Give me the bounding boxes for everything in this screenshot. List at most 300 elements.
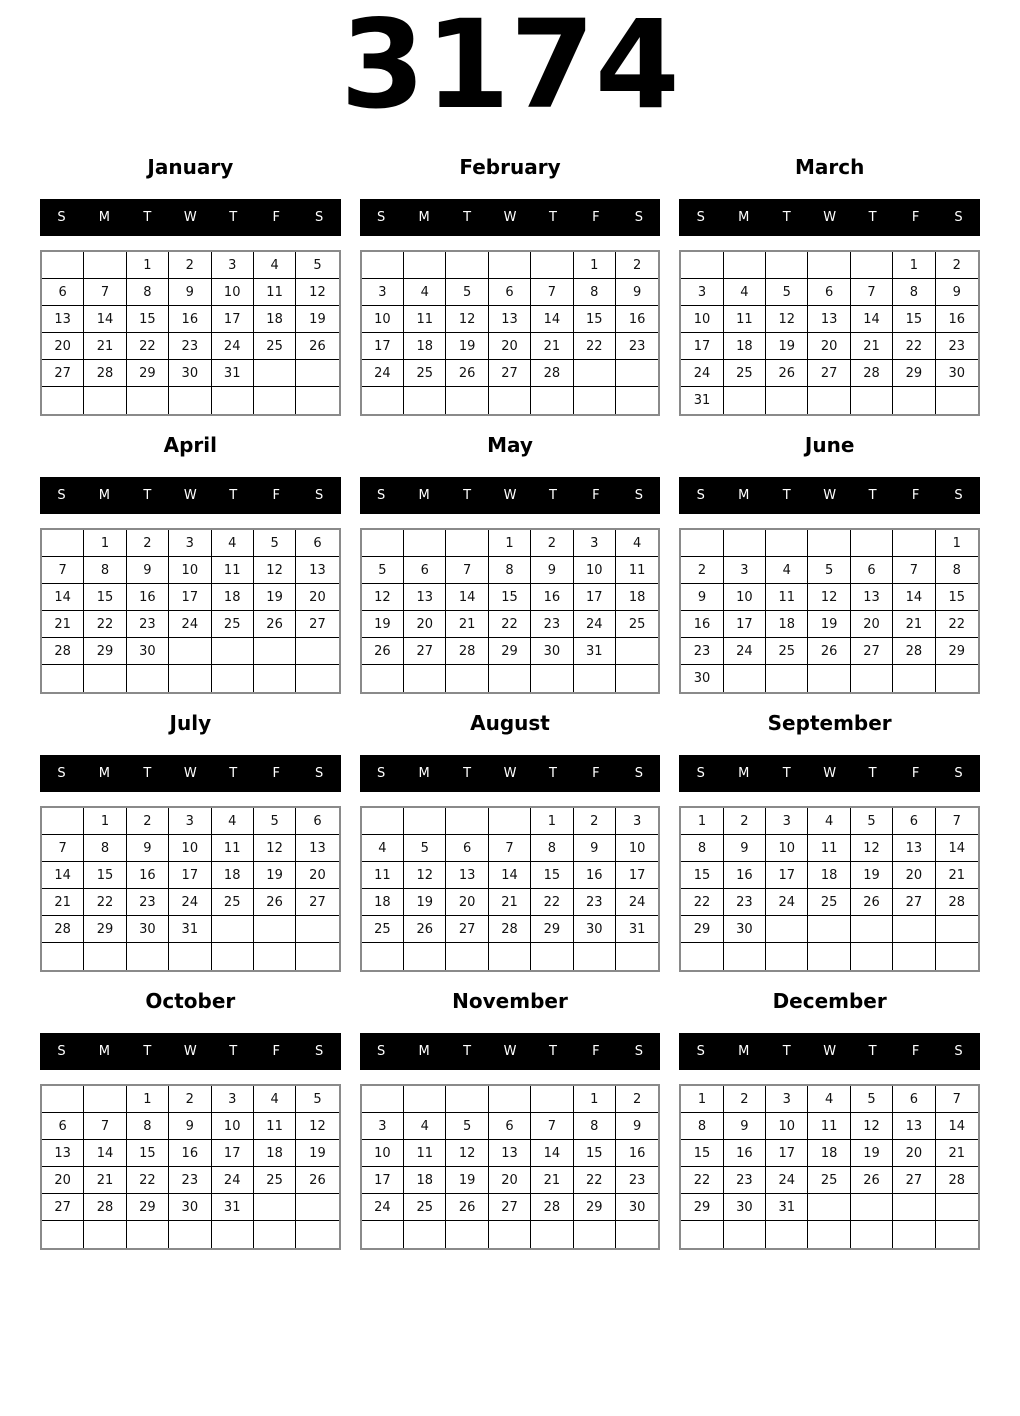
day-cell-empty	[296, 387, 338, 414]
day-cell: 13	[489, 1140, 531, 1167]
day-cell-empty	[851, 1194, 893, 1221]
day-cell: 25	[404, 1194, 446, 1221]
month-title: November	[452, 989, 568, 1013]
weekday-label: M	[418, 766, 430, 781]
day-cell: 16	[936, 306, 978, 333]
day-cell-empty	[254, 387, 296, 414]
day-cell: 30	[724, 1194, 766, 1221]
day-cell-empty	[766, 943, 808, 970]
day-cell-empty	[404, 665, 446, 692]
month-title: June	[804, 433, 855, 457]
day-cell: 30	[681, 665, 723, 692]
weekday-header-row	[679, 199, 980, 236]
day-cell-empty	[489, 808, 531, 835]
day-cell: 16	[724, 1140, 766, 1167]
day-cell: 25	[212, 611, 254, 638]
day-cell-empty	[936, 1221, 978, 1248]
day-cell: 26	[254, 889, 296, 916]
day-cell-empty	[724, 1221, 766, 1248]
day-cell: 13	[42, 1140, 84, 1167]
day-cell: 1	[936, 530, 978, 557]
day-cell: 30	[127, 638, 169, 665]
day-cell-empty	[362, 530, 404, 557]
day-cell: 3	[362, 1113, 404, 1140]
day-cell: 27	[42, 1194, 84, 1221]
day-cell: 20	[446, 889, 488, 916]
day-cell: 21	[893, 611, 935, 638]
day-cell: 22	[84, 889, 126, 916]
weekday-label: T	[782, 1044, 791, 1059]
day-cell-empty	[616, 665, 658, 692]
day-cell: 25	[362, 916, 404, 943]
month-block	[360, 982, 661, 1260]
day-cell: 26	[446, 1194, 488, 1221]
day-cell-empty	[42, 252, 84, 279]
day-cell: 10	[362, 1140, 404, 1167]
day-cell: 19	[851, 1140, 893, 1167]
day-cell-empty	[446, 387, 488, 414]
day-cell: 10	[169, 835, 211, 862]
weekday-label: T	[229, 766, 238, 781]
day-cell-empty	[42, 943, 84, 970]
day-cell-empty	[616, 1221, 658, 1248]
day-cell: 11	[724, 306, 766, 333]
day-cell: 28	[42, 638, 84, 665]
day-cell-empty	[851, 1221, 893, 1248]
weekday-header-row	[40, 477, 341, 514]
day-cell-empty	[169, 387, 211, 414]
day-cell: 3	[362, 279, 404, 306]
day-cell-empty	[404, 1086, 446, 1113]
day-cell: 17	[766, 862, 808, 889]
day-cell-empty	[212, 916, 254, 943]
day-cell: 22	[936, 611, 978, 638]
day-cell: 2	[127, 808, 169, 835]
weekday-label: S	[954, 210, 963, 225]
day-cell: 11	[404, 1140, 446, 1167]
day-cell-empty	[893, 387, 935, 414]
weekday-label: T	[143, 210, 152, 225]
day-cell: 29	[84, 916, 126, 943]
day-cell: 5	[362, 557, 404, 584]
weekday-label: M	[418, 1044, 430, 1059]
day-cell: 7	[936, 808, 978, 835]
day-cell: 27	[489, 360, 531, 387]
day-cell-empty	[212, 387, 254, 414]
day-cell: 18	[362, 889, 404, 916]
weekday-label: M	[738, 210, 750, 225]
day-cell: 2	[681, 557, 723, 584]
day-cell: 17	[212, 306, 254, 333]
day-cell: 30	[574, 916, 616, 943]
day-cell-empty	[936, 1194, 978, 1221]
day-cell: 26	[296, 333, 338, 360]
day-cell-empty	[851, 252, 893, 279]
day-cell-empty	[127, 943, 169, 970]
day-cell: 22	[574, 333, 616, 360]
day-grid	[40, 806, 341, 972]
day-cell: 18	[212, 862, 254, 889]
day-cell: 23	[616, 333, 658, 360]
day-cell: 5	[296, 252, 338, 279]
day-cell: 29	[84, 638, 126, 665]
weekday-label: F	[272, 488, 280, 503]
day-cell-empty	[446, 808, 488, 835]
day-cell: 3	[724, 557, 766, 584]
day-cell: 18	[616, 584, 658, 611]
day-cell: 22	[681, 1167, 723, 1194]
day-cell: 13	[893, 835, 935, 862]
day-cell: 23	[724, 1167, 766, 1194]
day-cell: 17	[169, 584, 211, 611]
day-cell: 6	[296, 530, 338, 557]
day-cell: 24	[574, 611, 616, 638]
day-cell: 6	[893, 808, 935, 835]
weekday-label: T	[548, 1044, 557, 1059]
day-cell: 26	[254, 611, 296, 638]
weekday-label: S	[696, 488, 705, 503]
day-cell: 8	[574, 1113, 616, 1140]
day-cell: 12	[296, 279, 338, 306]
day-cell: 19	[851, 862, 893, 889]
day-cell: 17	[766, 1140, 808, 1167]
day-cell: 19	[362, 611, 404, 638]
day-cell: 2	[574, 808, 616, 835]
month-title: April	[163, 433, 218, 457]
day-cell: 11	[212, 835, 254, 862]
weekday-header-row	[679, 755, 980, 792]
weekday-label: W	[823, 488, 837, 503]
day-cell: 28	[42, 916, 84, 943]
day-cell-empty	[851, 530, 893, 557]
weekday-label: T	[463, 766, 472, 781]
day-cell: 21	[851, 333, 893, 360]
day-cell: 14	[531, 1140, 573, 1167]
weekday-label: T	[868, 1044, 877, 1059]
day-cell: 10	[362, 306, 404, 333]
day-cell: 26	[296, 1167, 338, 1194]
day-cell: 4	[404, 1113, 446, 1140]
day-cell: 22	[127, 333, 169, 360]
day-cell: 28	[936, 1167, 978, 1194]
day-cell-empty	[724, 943, 766, 970]
day-cell-empty	[404, 530, 446, 557]
day-cell-empty	[724, 252, 766, 279]
weekday-label: S	[377, 488, 386, 503]
day-cell: 26	[808, 638, 850, 665]
day-cell-empty	[489, 943, 531, 970]
day-cell: 27	[446, 916, 488, 943]
day-cell: 21	[42, 611, 84, 638]
day-cell: 2	[169, 1086, 211, 1113]
day-cell-empty	[84, 1221, 126, 1248]
day-cell: 26	[851, 889, 893, 916]
day-grid	[679, 250, 980, 416]
day-cell: 16	[616, 1140, 658, 1167]
day-cell: 28	[531, 360, 573, 387]
weekday-label: T	[229, 210, 238, 225]
day-cell-empty	[893, 665, 935, 692]
day-cell: 17	[681, 333, 723, 360]
day-cell: 1	[531, 808, 573, 835]
day-cell: 19	[446, 1167, 488, 1194]
day-cell: 13	[296, 557, 338, 584]
day-cell: 28	[851, 360, 893, 387]
day-cell: 25	[808, 1167, 850, 1194]
day-cell: 10	[766, 835, 808, 862]
weekday-label: F	[911, 1044, 920, 1059]
day-cell-empty	[42, 387, 84, 414]
day-cell: 3	[169, 808, 211, 835]
weekday-label: W	[183, 1044, 197, 1059]
weekday-label: S	[954, 1044, 963, 1059]
day-cell: 5	[766, 279, 808, 306]
weekday-label: M	[738, 1044, 750, 1059]
day-cell: 8	[84, 557, 126, 584]
day-cell: 18	[724, 333, 766, 360]
day-cell-empty	[851, 665, 893, 692]
day-cell: 26	[362, 638, 404, 665]
day-cell-empty	[84, 665, 126, 692]
day-cell-empty	[446, 1221, 488, 1248]
day-cell: 27	[808, 360, 850, 387]
day-cell-empty	[446, 252, 488, 279]
day-cell: 6	[296, 808, 338, 835]
day-cell: 14	[84, 1140, 126, 1167]
day-cell: 9	[531, 557, 573, 584]
day-cell: 21	[936, 862, 978, 889]
day-cell: 3	[212, 252, 254, 279]
day-cell: 16	[169, 1140, 211, 1167]
day-cell-empty	[724, 530, 766, 557]
weekday-label: F	[592, 1044, 600, 1059]
day-cell-empty	[42, 1086, 84, 1113]
day-cell: 24	[362, 360, 404, 387]
day-cell: 26	[851, 1167, 893, 1194]
weekday-label: S	[57, 488, 66, 503]
day-cell: 1	[574, 252, 616, 279]
day-cell: 15	[574, 1140, 616, 1167]
day-cell-empty	[531, 252, 573, 279]
day-cell: 24	[212, 1167, 254, 1194]
day-cell: 15	[681, 862, 723, 889]
weekday-label: S	[634, 1044, 643, 1059]
day-cell: 16	[681, 611, 723, 638]
day-cell: 29	[936, 638, 978, 665]
day-cell-empty	[84, 252, 126, 279]
day-cell: 23	[127, 611, 169, 638]
day-cell-empty	[724, 387, 766, 414]
day-cell-empty	[84, 387, 126, 414]
day-cell: 21	[489, 889, 531, 916]
day-cell: 31	[616, 916, 658, 943]
weekday-label: F	[592, 488, 600, 503]
day-cell: 6	[446, 835, 488, 862]
day-cell: 14	[42, 584, 84, 611]
day-cell: 27	[296, 611, 338, 638]
day-cell: 25	[724, 360, 766, 387]
day-cell: 4	[808, 808, 850, 835]
day-cell: 18	[404, 1167, 446, 1194]
day-cell-empty	[362, 1086, 404, 1113]
day-cell-empty	[893, 916, 935, 943]
weekday-label: W	[503, 210, 517, 225]
day-cell: 21	[84, 1167, 126, 1194]
day-cell: 18	[254, 306, 296, 333]
day-cell-empty	[254, 665, 296, 692]
day-cell-empty	[808, 1194, 850, 1221]
day-grid	[40, 250, 341, 416]
weekday-label: W	[823, 210, 837, 225]
day-cell: 5	[296, 1086, 338, 1113]
day-cell-empty	[212, 665, 254, 692]
day-cell-empty	[296, 665, 338, 692]
day-cell-empty	[724, 665, 766, 692]
day-cell: 3	[616, 808, 658, 835]
day-cell: 10	[212, 279, 254, 306]
weekday-label: M	[98, 1044, 111, 1059]
day-cell: 16	[724, 862, 766, 889]
day-cell: 19	[254, 584, 296, 611]
day-cell-empty	[42, 530, 84, 557]
day-cell-empty	[766, 530, 808, 557]
day-cell: 6	[404, 557, 446, 584]
weekday-label: W	[503, 488, 517, 503]
day-cell-empty	[296, 1221, 338, 1248]
day-cell: 12	[851, 835, 893, 862]
day-cell: 30	[531, 638, 573, 665]
weekday-label: S	[954, 488, 963, 503]
day-cell: 9	[127, 835, 169, 862]
day-cell: 26	[766, 360, 808, 387]
weekday-label: S	[634, 766, 643, 781]
day-cell-empty	[574, 665, 616, 692]
day-cell: 13	[404, 584, 446, 611]
day-cell-empty	[362, 252, 404, 279]
day-cell: 31	[574, 638, 616, 665]
day-cell: 15	[84, 862, 126, 889]
day-cell-empty	[574, 387, 616, 414]
day-cell: 29	[127, 360, 169, 387]
weekday-label: S	[634, 210, 643, 225]
day-cell: 4	[724, 279, 766, 306]
day-cell: 23	[936, 333, 978, 360]
day-cell: 8	[127, 1113, 169, 1140]
day-grid	[360, 806, 661, 972]
day-cell-empty	[254, 638, 296, 665]
weekday-label: S	[315, 1044, 324, 1059]
day-cell: 20	[893, 1140, 935, 1167]
weekday-label: T	[143, 1044, 152, 1059]
day-cell: 13	[446, 862, 488, 889]
day-cell: 1	[127, 252, 169, 279]
day-cell: 5	[446, 279, 488, 306]
day-cell: 31	[169, 916, 211, 943]
day-cell-empty	[808, 530, 850, 557]
day-cell-empty	[446, 943, 488, 970]
day-cell-empty	[84, 943, 126, 970]
weekday-label: M	[98, 210, 111, 225]
day-cell-empty	[531, 1086, 573, 1113]
day-cell: 7	[936, 1086, 978, 1113]
weekday-label: S	[696, 766, 705, 781]
day-cell: 26	[446, 360, 488, 387]
day-cell: 7	[84, 1113, 126, 1140]
month-block	[360, 426, 661, 704]
day-cell: 7	[489, 835, 531, 862]
day-cell: 30	[616, 1194, 658, 1221]
month-title: September	[767, 711, 892, 735]
weekday-label: S	[377, 1044, 386, 1059]
day-cell: 24	[362, 1194, 404, 1221]
day-cell: 13	[489, 306, 531, 333]
day-cell-empty	[362, 808, 404, 835]
day-grid	[360, 1084, 661, 1250]
day-cell: 4	[212, 808, 254, 835]
day-cell: 7	[851, 279, 893, 306]
day-cell: 15	[893, 306, 935, 333]
day-cell: 12	[296, 1113, 338, 1140]
day-cell: 6	[42, 1113, 84, 1140]
day-cell: 19	[404, 889, 446, 916]
day-cell: 25	[808, 889, 850, 916]
day-cell: 11	[254, 1113, 296, 1140]
day-cell: 3	[169, 530, 211, 557]
day-cell: 17	[212, 1140, 254, 1167]
day-cell: 17	[362, 333, 404, 360]
day-cell: 20	[489, 333, 531, 360]
day-cell: 20	[42, 333, 84, 360]
weekday-label: W	[823, 1044, 837, 1059]
day-cell: 15	[489, 584, 531, 611]
day-cell: 25	[404, 360, 446, 387]
day-cell: 14	[851, 306, 893, 333]
day-cell: 13	[808, 306, 850, 333]
weekday-label: S	[315, 488, 324, 503]
weekday-header-row	[360, 477, 661, 514]
day-cell: 5	[851, 1086, 893, 1113]
day-cell-empty	[296, 1194, 338, 1221]
day-cell: 27	[893, 889, 935, 916]
day-cell: 21	[446, 611, 488, 638]
day-cell: 27	[489, 1194, 531, 1221]
day-grid	[360, 528, 661, 694]
day-cell-empty	[489, 1086, 531, 1113]
day-cell: 10	[616, 835, 658, 862]
day-cell: 6	[808, 279, 850, 306]
day-cell-empty	[766, 252, 808, 279]
day-cell-empty	[531, 665, 573, 692]
day-cell: 4	[254, 252, 296, 279]
day-cell: 9	[616, 279, 658, 306]
day-cell: 29	[574, 1194, 616, 1221]
day-cell-empty	[127, 1221, 169, 1248]
day-cell: 19	[446, 333, 488, 360]
day-cell: 8	[936, 557, 978, 584]
weekday-label: S	[315, 766, 324, 781]
day-cell: 3	[681, 279, 723, 306]
day-cell: 17	[616, 862, 658, 889]
day-cell-empty	[616, 943, 658, 970]
day-cell-empty	[446, 665, 488, 692]
day-cell: 2	[127, 530, 169, 557]
weekday-label: S	[57, 1044, 66, 1059]
day-cell: 22	[127, 1167, 169, 1194]
day-cell: 4	[212, 530, 254, 557]
day-cell-empty	[681, 943, 723, 970]
day-cell: 23	[127, 889, 169, 916]
day-cell: 24	[616, 889, 658, 916]
